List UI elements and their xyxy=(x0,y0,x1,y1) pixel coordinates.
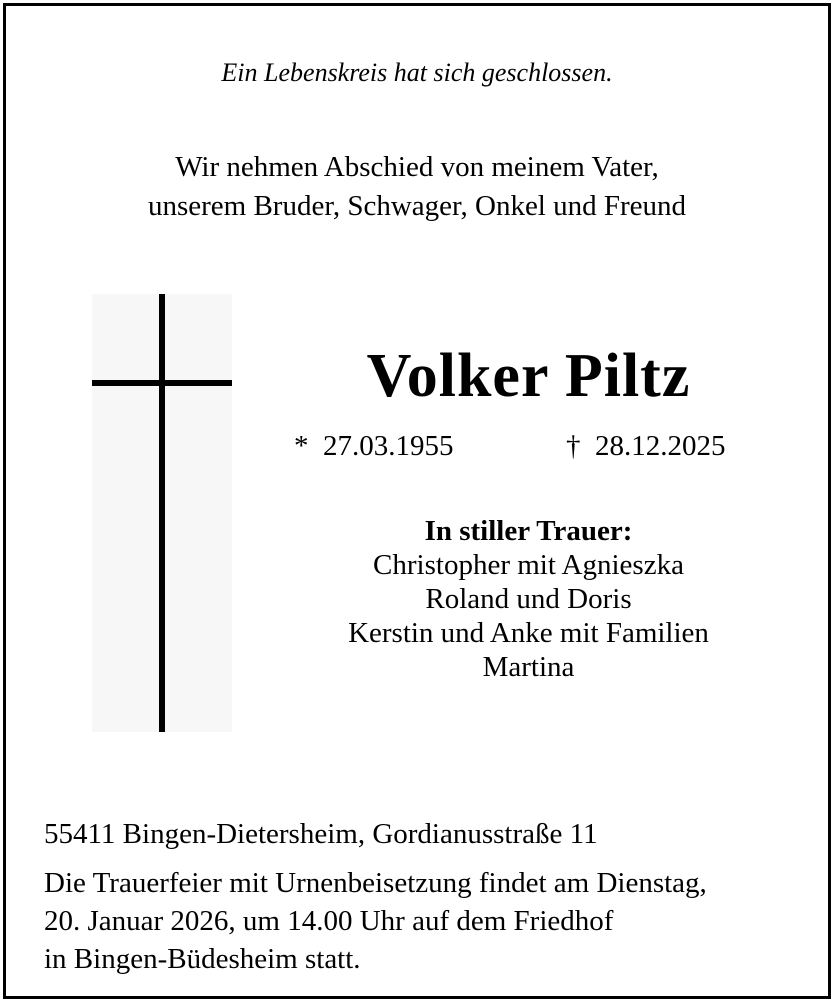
address: 55411 Bingen-Dietersheim, Gordianusstraße 11 xyxy=(44,818,598,850)
mourner-name: Kerstin und Anke mit Familien xyxy=(348,617,709,649)
intro-line: Wir nehmen Abschied von meinem Vater, xyxy=(175,151,659,183)
obituary-card xyxy=(3,3,831,999)
deceased-name: Volker Piltz xyxy=(366,342,691,410)
mourner-name: Christopher mit Agnieszka xyxy=(373,549,684,581)
cross-vertical-bar xyxy=(159,294,165,732)
birth-date-line xyxy=(294,430,454,463)
cross-icon xyxy=(92,294,232,732)
service-line: Die Trauerfeier mit Urnenbeisetzung findet am Dienstag, xyxy=(44,867,707,899)
birth-symbol: * xyxy=(294,430,309,462)
cross-horizontal-bar xyxy=(92,380,232,386)
mourners-heading: In stiller Trauer: xyxy=(424,515,633,547)
intro-text xyxy=(6,148,828,226)
service-notice xyxy=(44,864,814,978)
death-date-line xyxy=(566,430,726,463)
death-date: 28.12.2025 xyxy=(595,430,726,462)
mourner-name: Martina xyxy=(482,651,575,683)
service-line: in Bingen-Büdesheim statt. xyxy=(44,943,361,975)
death-symbol: † xyxy=(566,430,581,462)
mourner-name: Roland und Doris xyxy=(425,583,632,615)
motto: Ein Lebenskreis hat sich geschlossen. xyxy=(221,58,613,87)
service-line: 20. Januar 2026, um 14.00 Uhr auf dem Friedhof xyxy=(44,905,614,937)
birth-date: 27.03.1955 xyxy=(323,430,454,462)
mourners-block xyxy=(296,514,761,684)
intro-line: unserem Bruder, Schwager, Onkel und Freund xyxy=(147,190,687,222)
